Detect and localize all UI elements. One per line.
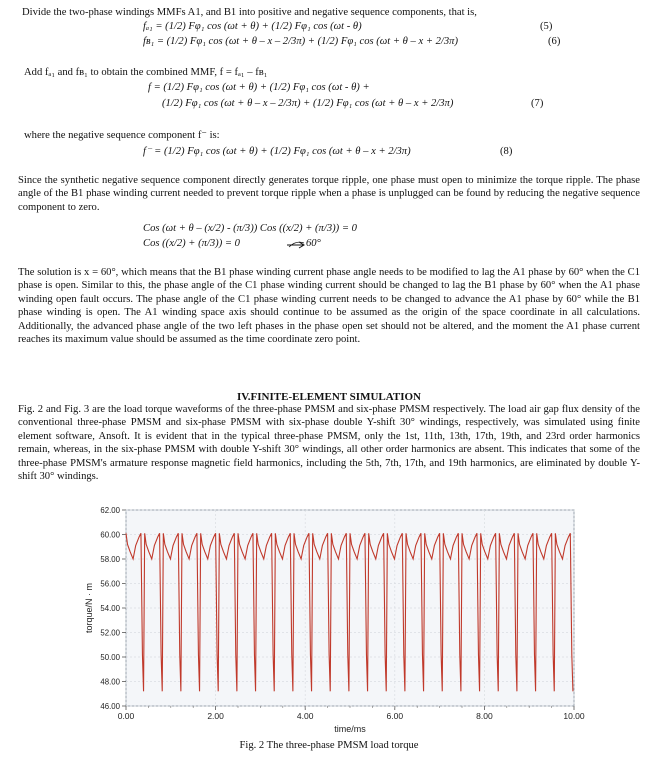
y-tick-label: 58.00 <box>100 554 121 565</box>
add-text: Add fₐ₁ and fʙ₁ to obtain the combined MMF, f = fₐ₁ – fʙ₁ <box>24 67 268 78</box>
y-tick-label: 46.00 <box>100 701 121 712</box>
equation-6-number: (6) <box>548 36 561 47</box>
y-tick-label: 60.00 <box>100 530 121 540</box>
paragraph-negative-sequence: Since the synthetic negative sequence component directly generates torque ripple, one phase must open to minimize the torque ripple. The phase angle of the B1 phase winding current needed to prevent torque ripple when a phase is unplugged can be found by reducing the negative sequence component to zero. <box>18 175 640 213</box>
paragraph-simulation: Fig. 2 and Fig. 3 are the load torque waveforms of the three-phase PMSM and six-phase PMSM respectively. The load air gap flux density of the conventional three-phase PMSM and six-phase PMSM with six-phase double Y-shift 30° windings, respectively, was simulated using finite element software, Ansoft. It is evident that in the typical three-phase PMSM, only the 1st, 11th, 13th, 17th, 19th, and 23rd order harmonics remain, whereas, in the six-phase PMSM with double Y-shift 30° windings, all other order harmonics are absent. This indicates that some of the three-phase PMSM's armature response magnetic field harmonics, including the 5th, 7th, 17th, and 19th harmonics, are eliminated by double Y-shift 30° windings. <box>18 404 640 483</box>
y-tick-label: 50.00 <box>100 652 121 663</box>
equation-7-number: (7) <box>531 98 544 109</box>
x-tick-label: 2.00 <box>207 711 224 721</box>
x-tick-label: 8.00 <box>476 711 493 721</box>
x-axis-label: time/ms <box>334 724 366 734</box>
y-tick-label: 62.00 <box>100 505 121 516</box>
x-tick-label: 6.00 <box>386 711 404 721</box>
equation-8: f⁻ = (1/2) Fφ₁ cos (ωt + θ) + (1/2) Fφ₁ cos (ωt + θ – x + 2/3π) <box>143 146 411 157</box>
paragraph-solution: The solution is x = 60°, which means that the B1 phase winding current phase angle needs to be modified to lag the A1 phase by 60° when the C1 phase is open. Similar to this, the phase angle of the C1 phase winding current should be changed to lag the B1 phase by 60° when the A1 phase winding open fault occurs. The phase angle of the C1 phase winding current needs to be changed to advance the A1 phase by 60° while the B1 phase winding is open. The A1 winding space axis should continue to be assumed as the origin of the space coordinate in all calculations. Additionally, the advanced phase angle of the two left phases in the phase open set should not be altered, and the moment the A1 phase current reaches its maximum value should be assumed as the time coordinate zero point. <box>18 267 640 346</box>
y-tick-label: 52.00 <box>100 628 121 638</box>
x-tick-label: 4.00 <box>296 711 314 721</box>
equation-5: fₐ₁ = (1/2) Fφ₁ cos (ωt + θ) + (1/2) Fφ₁ cos (ωt - θ) <box>143 21 362 32</box>
y-tick-label: 54.00 <box>100 603 121 614</box>
section-heading: IV.FINITE-ELEMENT SIMULATION <box>237 391 421 403</box>
y-tick-label: 56.00 <box>100 579 121 589</box>
equation-7-line-2: (1/2) Fφ₁ cos (ωt + θ – x – 2/3π) + (1/2) Fφ₁ cos (ωt + θ – x + 2/3π) <box>162 98 454 109</box>
cos-result: 60° <box>306 238 321 249</box>
cos-equation-2: Cos ((x/2) + (π/3)) = 0 <box>143 238 240 249</box>
equation-6: fʙ₁ = (1/2) Fφ₁ cos (ωt + θ – x – 2/3π) + (1/2) Fφ₁ cos (ωt + θ – x + 2/3π) <box>143 36 458 47</box>
x-tick-label: 10.00 <box>563 711 585 721</box>
equation-7-line-1: f = (1/2) Fφ₁ cos (ωt + θ) + (1/2) Fφ₁ cos (ωt - θ) + <box>148 82 370 93</box>
y-tick-label: 48.00 <box>100 677 121 687</box>
figure-caption: Fig. 2 The three-phase PMSM load torque <box>239 740 419 751</box>
y-axis-label: torque/N · m <box>84 582 94 634</box>
torque-chart <box>80 505 585 734</box>
x-tick-label: 0.00 <box>117 711 135 721</box>
equation-5-number: (5) <box>540 21 553 32</box>
equation-8-number: (8) <box>500 146 513 157</box>
intro-text: Divide the two-phase windings MMFs A1, and B1 into positive and negative sequence components, that is, <box>22 7 477 18</box>
implies-arrow-icon <box>286 239 308 249</box>
cos-equation-1: Cos (ωt + θ – (x/2) - (π/3)) Cos ((x/2) + (π/3)) = 0 <box>143 223 357 234</box>
negative-sequence-text: where the negative sequence component f⁻ is: <box>24 130 220 141</box>
